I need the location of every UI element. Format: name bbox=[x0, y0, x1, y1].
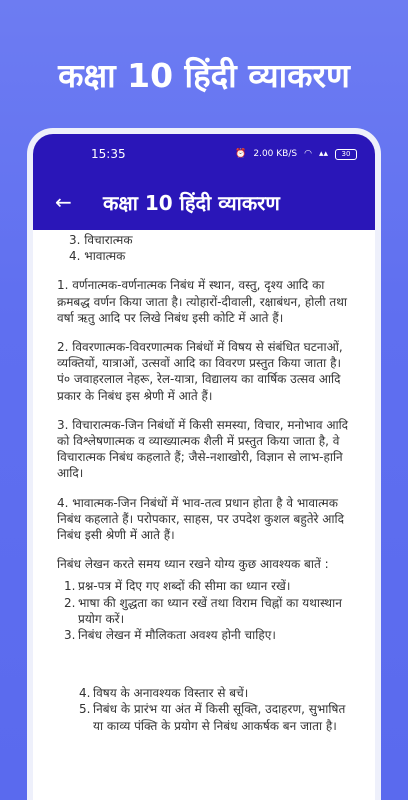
paragraph: 4. भावात्मक-जिन निबंधों में भाव-तत्व प्रधान होता है वे भावात्मक निबंध कहलाते हैं। परोपकार, साहस, पर उपदेश कुशल बहुतेरे आदि निबंध इसी श्रेणी में आते हैं। bbox=[57, 495, 345, 543]
list-item bbox=[79, 685, 351, 701]
list-item bbox=[64, 595, 351, 627]
status-time: 15:35 bbox=[91, 147, 126, 161]
list-item-text: प्रश्न-पत्र में दिए गए शब्दों की सीमा का ध्यान रखें। bbox=[78, 579, 291, 594]
article-content[interactable] bbox=[33, 230, 375, 800]
list-item: 3. विचारात्मक bbox=[69, 233, 133, 247]
tips-list bbox=[57, 578, 351, 643]
list-item bbox=[79, 701, 351, 733]
list-item-number: 4. bbox=[79, 686, 91, 701]
battery-icon: 30 bbox=[335, 149, 357, 160]
list-item bbox=[64, 578, 351, 594]
tips-intro: निबंध लेखन करते समय ध्यान रखने योग्य कुछ आवश्यक बातें : bbox=[57, 557, 329, 572]
phone-frame bbox=[33, 134, 375, 800]
alarm-icon: ⏰ bbox=[235, 149, 247, 159]
list-item: 4. भावात्मक bbox=[69, 249, 126, 264]
list-item-number: 5. bbox=[79, 702, 91, 717]
top-list bbox=[57, 232, 351, 264]
arrow-back-icon[interactable]: ← bbox=[55, 190, 72, 214]
list-item-number: 2. bbox=[64, 595, 76, 610]
paragraph: 1. वर्णनात्मक-वर्णनात्मक निबंध में स्थान, वस्तु, दृश्य आदि का क्रमबद्ध वर्णन किया जाता है। त्योहारों-दीवाली, रक्षाबंधन, होली तथा वर्षा ऋतु आदि पर लिखे निबंध इसी कोटि में आते हैं। bbox=[57, 278, 347, 325]
list-item-text: निबंध लेखन में मौलिकता अवश्य होनी चाहिए। bbox=[78, 628, 276, 643]
net-speed: 2.00 KB/S bbox=[253, 149, 298, 159]
promo-title: कक्षा 10 हिंदी व्याकरण bbox=[58, 56, 350, 95]
list-item-text: भाषा की शुद्धता का ध्यान रखें तथा विराम चिह्नों का यथास्थान प्रयोग करें। bbox=[78, 595, 342, 626]
wifi-icon: ◠ bbox=[304, 149, 312, 159]
list-item-text: निबंध के प्रारंभ या अंत में किसी सूक्ति, उदाहरण, सुभाषित या काव्य पंक्ति के प्रयोग से निबंध आकर्षक बन जाता है। bbox=[93, 702, 346, 733]
paragraph: 3. विचारात्मक-जिन निबंधों में किसी समस्या, विचार, मनोभाव आदि को विश्लेषणात्मक व व्याख्यात्मक शैली में प्रस्तुत किया जाता है, वे विचारात्मक निबंध कहलाते हैं; जैसे-नशाखोरी, विज्ञान से लाभ-हानि आदि। bbox=[57, 417, 349, 481]
list-item bbox=[64, 627, 351, 643]
status-bar bbox=[33, 134, 375, 174]
signal-icon: ▴▴ bbox=[318, 149, 328, 159]
app-bar-title: कक्षा 10 हिंदी व्याकरण bbox=[103, 190, 280, 215]
list-item-number: 1. bbox=[64, 579, 76, 594]
status-icons bbox=[235, 149, 357, 160]
paragraph: 2. विवरणात्मक-विवरणात्मक निबंधों में विषय से संबंधित घटनाओं, व्यक्तियों, यात्राओं, उत्सवों आदि का विवरण प्रस्तुत किया जाता है। पं० जवाहरलाल नेहरू, रेल-यात्रा, विद्यालय का वार्षिक उत्सव आदि प्रकार के निबंध इस श्रेणी में आते हैं। bbox=[57, 340, 343, 403]
list-item-number: 3. bbox=[64, 628, 76, 643]
app-bar bbox=[33, 174, 375, 230]
bottom-list bbox=[57, 685, 351, 734]
list-item-text: विषय के अनावश्यक विस्तार से बचें। bbox=[93, 686, 249, 701]
content-gap bbox=[57, 643, 351, 685]
